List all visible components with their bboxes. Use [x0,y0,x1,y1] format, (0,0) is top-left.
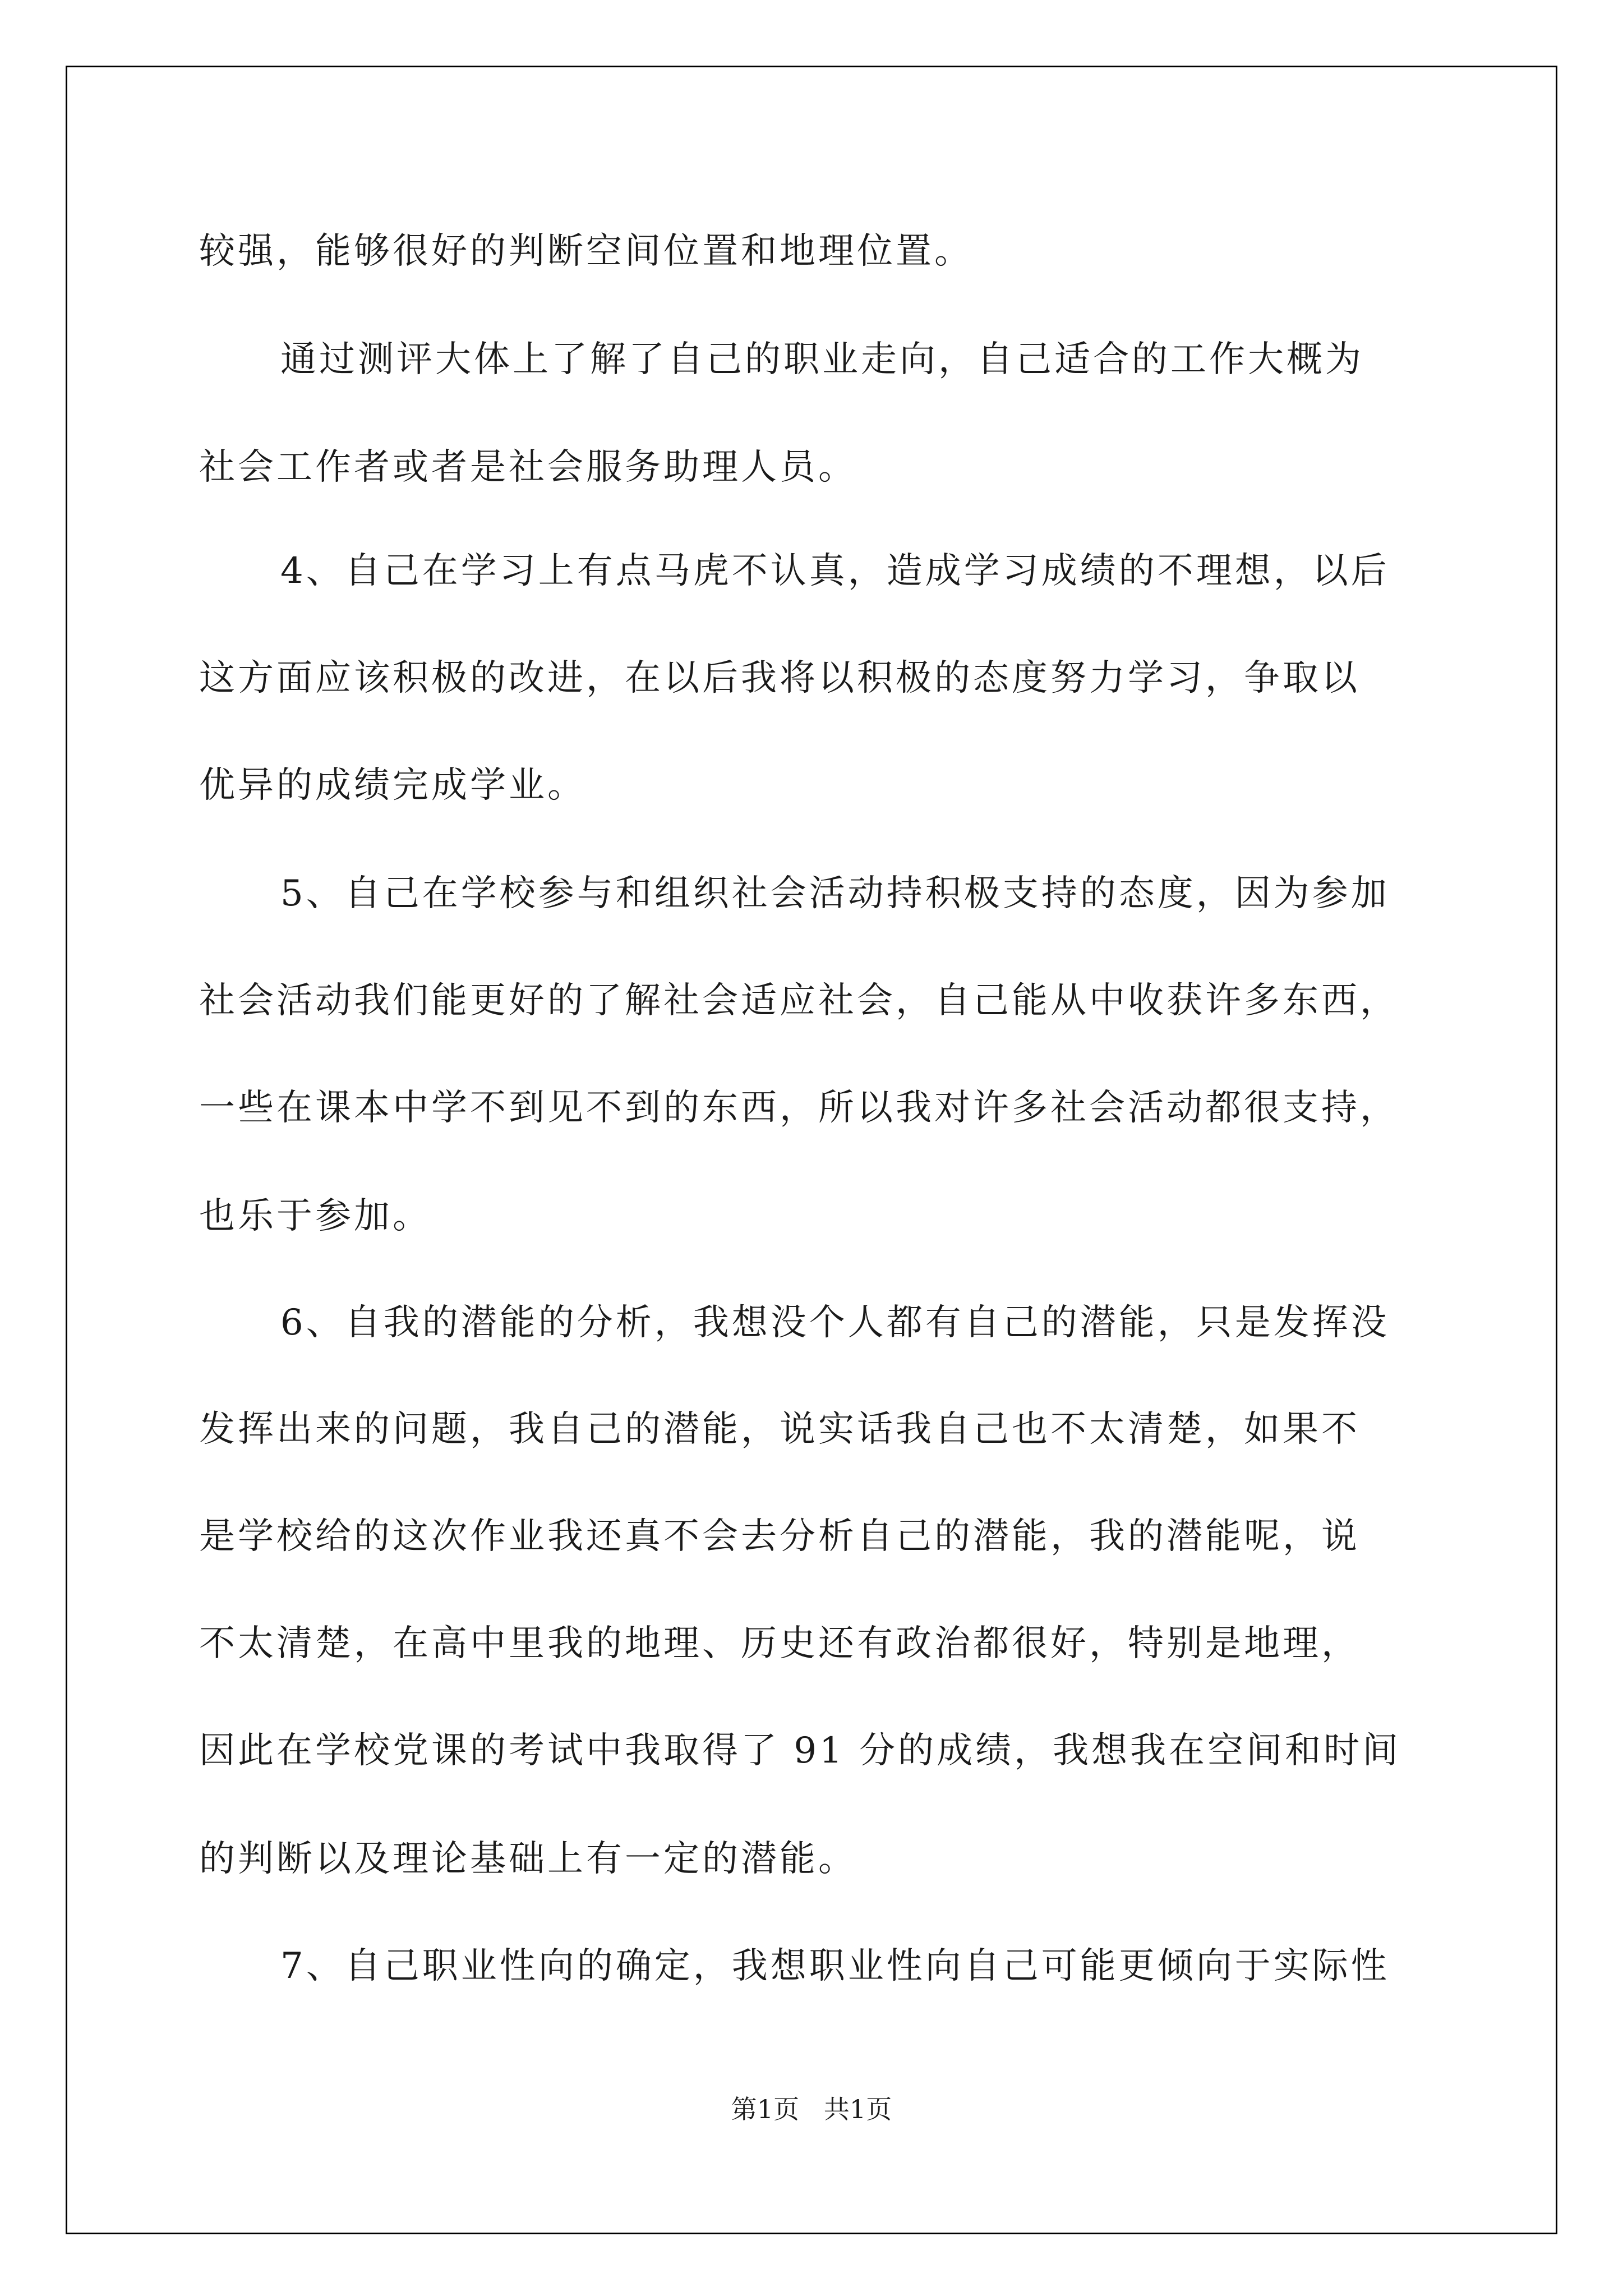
text-line: 一些在课本中学不到见不到的东西，所以我对许多社会活动都很支持， [199,1087,1399,1129]
text-line: 6、自我的潜能的分析，我想没个人都有自己的潜能，只是发挥没 [280,1302,1390,1343]
text-line: 因此在学校党课的考试中我取得了 91 分的成绩，我想我在空间和时间 [199,1730,1401,1772]
text-line: 优异的成绩完成学业。 [199,765,586,806]
text-line: 通过测评大体上了解了自己的职业走向，自己适合的工作大概为 [280,339,1364,380]
text-line: 的判断以及理论基础上有一定的潜能。 [199,1838,857,1880]
text-line: 是学校给的这次作业我还真不会去分析自己的潜能，我的潜能呢，说 [199,1516,1360,1557]
text-line: 也乐于参加。 [199,1195,431,1237]
text-line: 较强，能够很好的判断空间位置和地理位置。 [199,231,973,272]
text-line: 社会工作者或者是社会服务助理人员。 [199,447,857,488]
text-line: 社会活动我们能更好的了解社会适应社会，自己能从中收获许多东西， [199,980,1399,1022]
text-line: 发挥出来的问题，我自己的潜能，说实话我自己也不太清楚，如果不 [199,1409,1360,1450]
text-line: 这方面应该积极的改进，在以后我将以积极的态度努力学习，争取以 [199,657,1360,699]
text-line: 不太清楚，在高中里我的地理、历史还有政治都很好，特别是地理， [199,1623,1360,1664]
text-line: 4、自己在学习上有点马虎不认真，造成学习成绩的不理想，以后 [280,550,1390,592]
page-border [66,66,1557,2234]
text-line: 5、自己在学校参与和组织社会活动持积极支持的态度，因为参加 [280,873,1390,914]
page-footer: 第1页 共1页 [731,2094,892,2124]
text-line: 7、自己职业性向的确定，我想职业性向自己可能更倾向于实际性 [280,1945,1390,1987]
